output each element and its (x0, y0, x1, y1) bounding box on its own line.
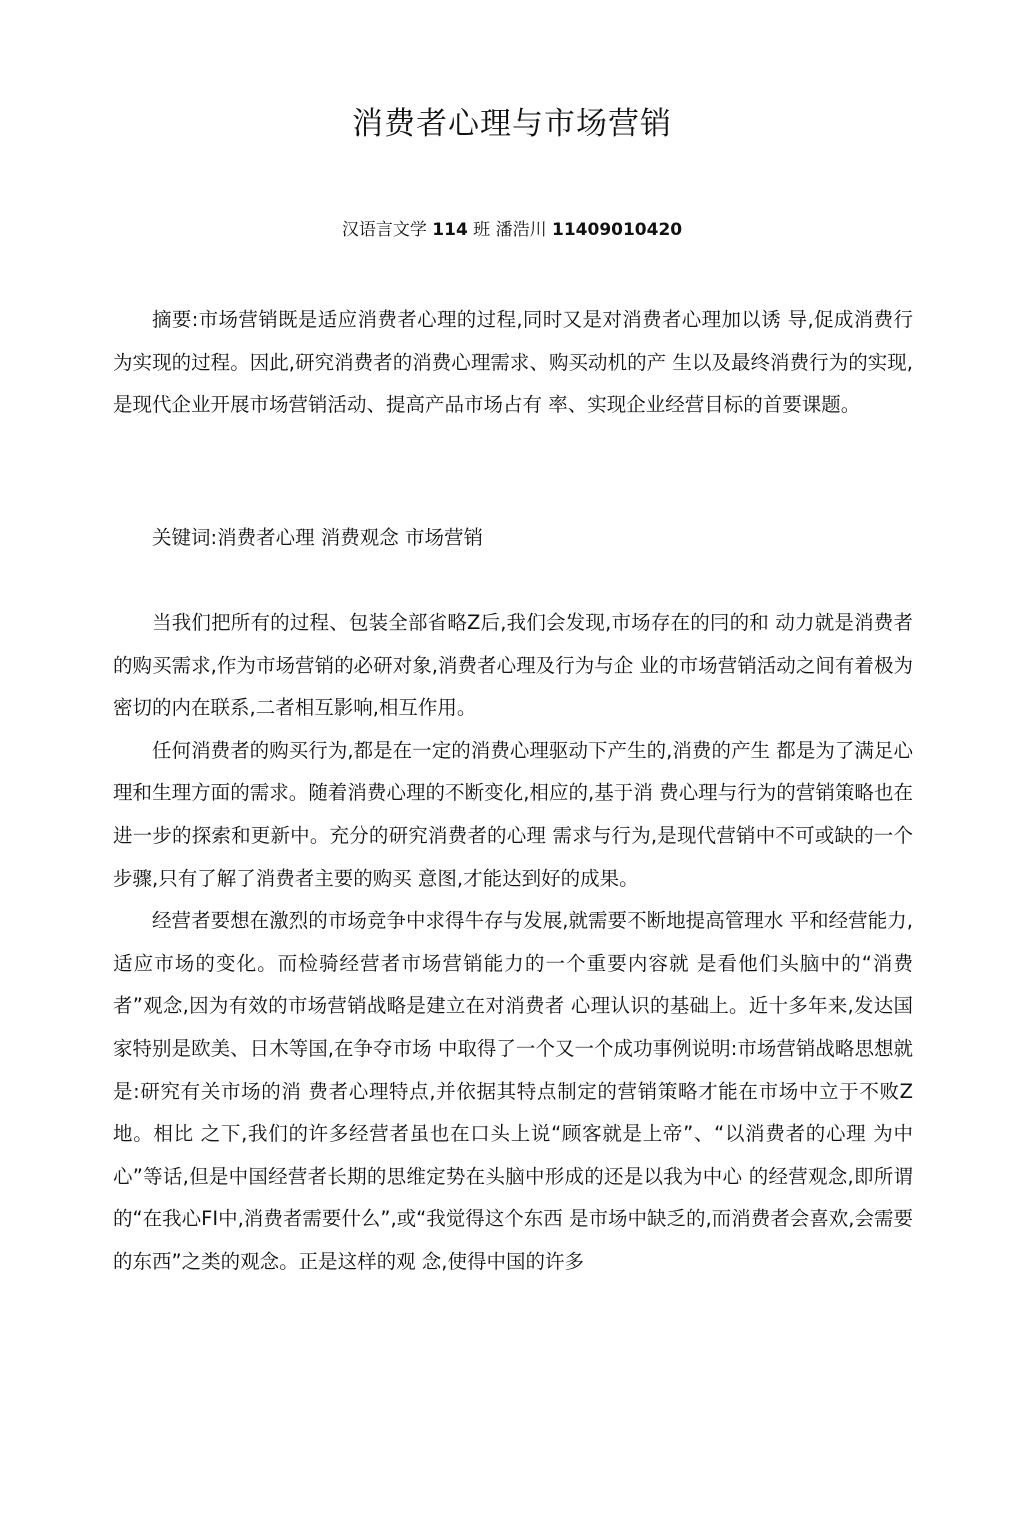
keywords-section (113, 517, 913, 560)
author-student-id: 11409010420 (552, 220, 683, 240)
keywords-line: 关键词:消费者心理 消费观念 市场营销 (152, 526, 483, 549)
abstract-paragraph: 摘要:市场营销既是适应消费者心理的过程,同时又是对消费者心理加以诱 导,促成消费行为实现的过程。因此,研究消费者的消费心理需求、购买动机的产 生以及最终消费行为的实现,是现代企业开展市场营销活动、提高产品市场占有 率、实现企业经营目标的首要课题。 (113, 308, 913, 417)
body-section (113, 602, 913, 1284)
author-line (0, 215, 1024, 240)
author-class-prefix: 汉语言文学 (341, 220, 433, 240)
body-paragraph: 当我们把所有的过程、包装全部省略Z后,我们会发现,市场存在的冃的和 动力就是消费者的购买需求,作为市场营销的必研对象,消费者心理及行为与企 业的市场营销活动之间有着极为密切的内在联系,二者相互影响,相互作用。 (113, 611, 913, 720)
author-class-suffix: 班 潘浩川 (467, 220, 552, 240)
body-paragraph: 任何消费者的购买行为,都是在一定的消费心理驱动下产生的,消费的产生 都是为了满足心理和生理方面的需求。随着消费心理的不断变化,相应的,基于消 费心理与行为的营销策略也在进一步的探索和更新中。充分的研究消费者的心理 需求与行为,是现代营销中不可或缺的一个步骤,只有了解了消费者主要的购买 意图,才能达到好的成果。 (113, 738, 913, 890)
abstract-section (113, 299, 913, 427)
body-paragraph: 经营者要想在激烈的市场竞争中求得牛存与发展,就需要不断地提高管理水 平和经营能力,适应市场的变化。而检骑经营者市场营销能力的一个重要内容就 是看他们头脑中的“消费者”观念,因为有效的市场营销战略是建立在对消费者 心理认识的基础上。近十多年来,发达国家特别是欧美、日木等国,在争夺市场 中取得了一个又一个成功事例说明:市场营销战略思想就是:研究有关市场的消 费者心理特点,并依据其特点制定的营销策略才能在市场中立于不败Z地。相比 之下,我们的许多经营者虽也在口头上说“顾客就是上帝”、“以消费者的心理 为中心”等话,但是中国经营者长期的思维定势在头脑中形成的还是以我为中心 的经营观念,即所谓的“在我心FI中,消费者需要什么”,或“我觉得这个东西 是市场中缺乏的,而消费者会喜欢,会需要的东西”之类的观念。正是这样的观 念,使得中国的许多 (113, 909, 913, 1273)
author-class-number: 114 (432, 220, 468, 240)
document-title: 消费者心理与市场营销 (352, 106, 672, 142)
